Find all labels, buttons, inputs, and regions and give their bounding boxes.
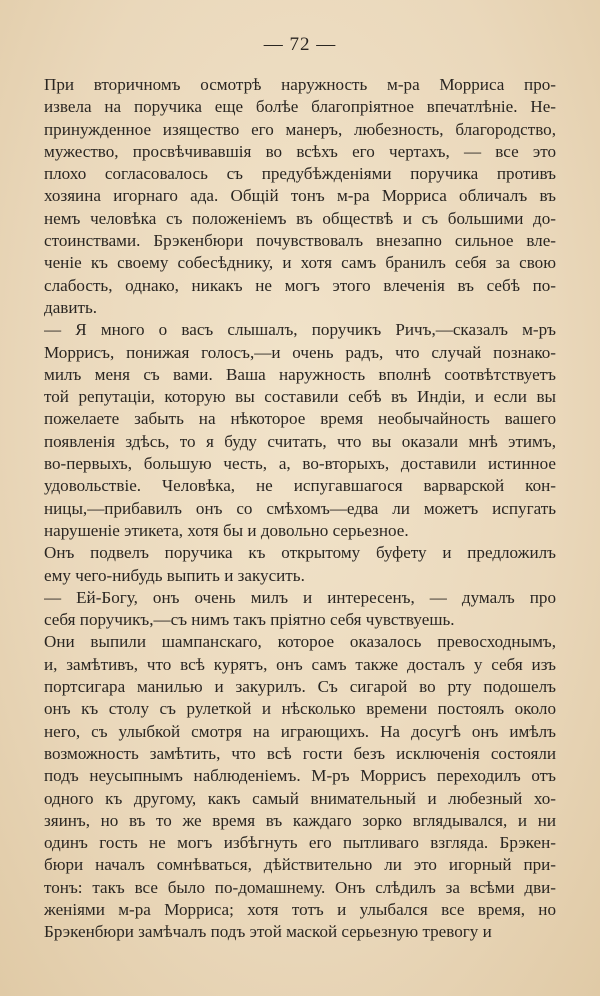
text-line: извела на поручика еще болѣе благопріятное впечатлѣніе. Не- bbox=[44, 97, 556, 117]
text-line: онъ къ столу съ рулеткой и нѣсколько времени постоялъ около bbox=[44, 699, 556, 719]
text-line: ему чего-нибудь выпить и закусить. bbox=[44, 565, 305, 585]
text-line: Брэкенбюри замѣчалъ подъ этой маской серьезную тревогу и bbox=[44, 922, 492, 942]
text-line: и, замѣтивъ, что всѣ курятъ, онъ самъ также досталъ у себя изъ bbox=[44, 654, 556, 674]
paragraph bbox=[44, 631, 556, 943]
text-line: возможность замѣтить, что всѣ гости безъ исключенія состояли bbox=[44, 743, 556, 763]
page-number: — 72 — bbox=[263, 34, 337, 55]
text-line: давить. bbox=[44, 297, 98, 317]
paragraph bbox=[44, 542, 556, 587]
text-line: одинъ гость не могъ избѣгнуть его пытливаго взгляда. Брэкен- bbox=[44, 833, 556, 853]
text-line: той репутаціи, которую вы составили себѣ въ Индіи, и если вы bbox=[44, 387, 556, 407]
text-line: портсигара манилью и закурилъ. Съ сигарой во рту подошелъ bbox=[44, 677, 556, 697]
text-line: бюри началъ сомнѣваться, дѣйствительно ли это игорный при- bbox=[44, 855, 556, 875]
text-line: слабость, однако, никакъ не могъ этого влеченія въ себѣ по- bbox=[44, 275, 556, 295]
text-line: него, съ улыбкой смотря на играющихъ. На досугѣ онъ имѣлъ bbox=[44, 721, 556, 741]
text-line: милъ меня съ вами. Ваша наружность вполнѣ соотвѣтствуетъ bbox=[44, 364, 556, 384]
text-line: подъ неусыпнымъ наблюденіемъ. М-ръ Моррисъ переходилъ отъ bbox=[44, 766, 556, 786]
text-line: Онъ подвелъ поручика къ открытому буфету и предложилъ bbox=[44, 543, 556, 563]
text-line: тонъ: такъ все было по-домашнему. Онъ слѣдилъ за всѣми дви- bbox=[44, 877, 556, 897]
text-line: немъ человѣка съ положеніемъ въ обществѣ и съ большими до- bbox=[44, 208, 556, 228]
text-line: хозяина игорнаго ада. Общій тонъ м-ра Морриса обличалъ въ bbox=[44, 186, 556, 206]
body-text bbox=[44, 74, 556, 944]
text-line: стоинствами. Брэкенбюри почувствовалъ внезапно сильное вле- bbox=[44, 231, 556, 251]
text-line: ченіе къ своему собесѣднику, и хотя самъ бранилъ себя за свою bbox=[44, 253, 556, 273]
text-line: плохо согласовалось съ предубѣжденіями поручика противъ bbox=[44, 164, 556, 184]
text-line: мужество, просвѣчивавшія во всѣхъ его чертахъ, — все это bbox=[44, 141, 556, 161]
text-line: женіями м-ра Морриса; хотя тотъ и улыбался все время, но bbox=[44, 899, 556, 919]
text-line: При вторичномъ осмотрѣ наружность м-ра Морриса про- bbox=[44, 75, 556, 94]
text-line: — Я много о васъ слышалъ, поручикъ Ричъ,—сказалъ м-ръ bbox=[44, 320, 556, 340]
text-line: зяинъ, но въ то же время въ каждаго зорко вглядывался, и ни bbox=[44, 810, 556, 830]
paragraph bbox=[44, 587, 556, 632]
text-line: ницы,—прибавилъ онъ со смѣхомъ—едва ли можетъ испугать bbox=[44, 498, 556, 518]
text-line: во-первыхъ, большую честь, а, во-вторыхъ, доставили истинное bbox=[44, 454, 556, 474]
text-line: удовольствіе. Человѣка, не испугавшагося варварской кон- bbox=[44, 476, 556, 496]
text-line: себя поручикъ,—съ нимъ такъ пріятно себя чувствуешь. bbox=[44, 610, 455, 630]
text-line: появленія здѣсь, то я буду считать, что вы оказали мнѣ этимъ, bbox=[44, 431, 556, 451]
text-line: Они выпили шампанскаго, которое оказалось превосходнымъ, bbox=[44, 632, 556, 652]
text-line: принужденное изящество его манеръ, любезность, благородство, bbox=[44, 119, 556, 139]
text-line: пожелаете забыть на нѣкоторое время необычайность вашего bbox=[44, 409, 556, 429]
text-line: — Ей-Богу, онъ очень милъ и интересенъ, — думалъ про bbox=[44, 587, 556, 607]
paragraph bbox=[44, 74, 556, 319]
text-line: нарушеніе этикета, хотя бы и довольно серьезное. bbox=[44, 520, 409, 540]
text-line: Моррисъ, понижая голосъ,—и очень радъ, что случай познако- bbox=[44, 342, 556, 362]
text-line: одного къ другому, какъ самый внимательный и любезный хо- bbox=[44, 788, 556, 808]
paragraph bbox=[44, 319, 556, 542]
